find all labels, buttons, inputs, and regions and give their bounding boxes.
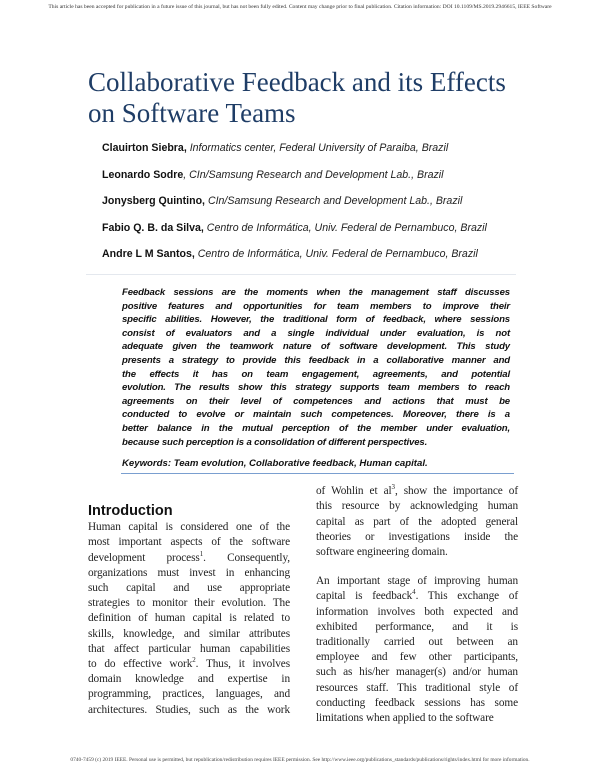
- text-line: [88, 566, 290, 581]
- text-line: [88, 703, 290, 718]
- text-segment: organizations must invest in enhancing: [88, 566, 290, 579]
- citation-superscript: 3: [391, 483, 395, 492]
- text-line: consist of evaluators and a single individual under evaluation, is not: [122, 327, 510, 339]
- title-line: Collaborative Feedback and its Effects: [88, 67, 506, 97]
- text-segment: software engineering domain.: [316, 545, 448, 558]
- text-line: positive features and opportunities for team members to improve their: [122, 300, 510, 312]
- text-segment: such as his/her manager(s) and/or human: [316, 666, 518, 679]
- author-affiliation: CIn/Samsung Research and Development Lab., Brazil: [205, 195, 463, 208]
- keywords-divider: [121, 473, 514, 474]
- paragraph: [316, 484, 518, 560]
- text-line: [316, 711, 518, 726]
- author-entry: [102, 247, 518, 261]
- text-line: [316, 589, 518, 604]
- text-line: [316, 499, 518, 514]
- text-segment: development process: [88, 551, 200, 564]
- author-entry: [102, 141, 518, 155]
- text-line: [88, 596, 290, 611]
- body-column-right: [316, 484, 518, 726]
- abstract: [122, 286, 510, 449]
- text-segment: conducting feedback sessions has some: [316, 696, 518, 709]
- text-line: [88, 672, 290, 687]
- text-segment: An important stage of improving human: [316, 575, 518, 588]
- text-line: [316, 605, 518, 620]
- section-heading-introduction: Introduction: [88, 503, 173, 520]
- text-segment: this resource by acknowledging human: [316, 500, 518, 513]
- text-line: presents a strategy to provide this feedback in a collaborative manner and: [122, 354, 510, 366]
- text-segment: capital is feedback: [316, 590, 413, 603]
- text-line: [88, 520, 290, 535]
- citation-superscript: 2: [192, 656, 196, 665]
- text-line: Feedback sessions are the moments when the management staff discusses: [122, 286, 510, 298]
- body-columns: [88, 484, 518, 726]
- text-line: [316, 530, 518, 545]
- text-segment: definition of human capital is related to: [88, 612, 290, 625]
- text-segment: capital as part of the adopted general: [316, 515, 518, 528]
- author-name: Leonardo Sodre: [102, 168, 184, 181]
- text-line: [88, 535, 290, 550]
- citation-superscript: 4: [412, 588, 416, 597]
- text-segment: . Consequently,: [203, 551, 290, 564]
- text-line: [316, 515, 518, 530]
- text-segment: domain knowledge and expertise in: [88, 673, 290, 686]
- text-line: [316, 574, 518, 589]
- text-segment: such capital and use appropriate: [88, 581, 290, 594]
- text-line: [88, 687, 290, 702]
- text-segment: most important aspects of the software: [88, 536, 290, 549]
- text-segment: of Wohlin et al: [316, 485, 392, 498]
- author-list: [102, 141, 518, 261]
- author-affiliation: Centro de Informática, Univ. Federal de Pernambuco, Brazil: [194, 248, 478, 261]
- author-name: Jonysberg Quintino,: [102, 195, 205, 208]
- text-line: [316, 696, 518, 711]
- text-segment: , show the importance of: [394, 485, 518, 498]
- body-column-left: [88, 484, 290, 726]
- author-affiliation: , CIn/Samsung Research and Development Lab., Brazil: [183, 168, 444, 181]
- text-segment: traditionally carried out between an: [316, 635, 518, 648]
- text-segment: strategies to monitor their evolution. The: [88, 597, 290, 610]
- author-affiliation: Centro de Informática, Univ. Federal de Pernambuco, Brazil: [203, 221, 487, 234]
- text-line: better balance in the mutual perception of the member under evaluation,: [122, 422, 510, 434]
- text-segment: employee and few other participants,: [316, 651, 518, 664]
- text-line: [316, 681, 518, 696]
- text-line: [88, 627, 290, 642]
- text-line: [88, 551, 290, 566]
- text-segment: resources staff. This traditional style of: [316, 681, 518, 694]
- citation-superscript: 1: [199, 549, 204, 558]
- text-line: [88, 657, 290, 672]
- author-name: Fabio Q. B. da Silva,: [102, 221, 204, 234]
- text-segment: . Thus, it involves: [195, 657, 290, 670]
- text-segment: architectures. Studies, such as the work: [88, 703, 290, 716]
- author-affiliation: Informatics center, Federal University of Paraiba, Brazil: [186, 142, 449, 154]
- text-line: [316, 484, 518, 499]
- text-line: adequate given the teamwork nature of software development. This study: [122, 341, 510, 353]
- text-segment: skills, knowledge, and similar attributes: [88, 627, 290, 640]
- paragraph: [88, 520, 290, 718]
- text-line: [316, 650, 518, 665]
- text-line: [316, 545, 518, 560]
- text-line: the effects it has on team engagement, agreements, and potential: [122, 368, 510, 380]
- text-segment: . This exchange of: [415, 590, 518, 603]
- text-segment: that affect particular human capabilities: [88, 642, 290, 655]
- text-line: [316, 635, 518, 650]
- author-entry: [102, 194, 518, 208]
- text-line: [316, 665, 518, 680]
- author-name: Andre L M Santos,: [102, 248, 195, 261]
- author-entry: [102, 221, 518, 235]
- paragraph: [316, 574, 518, 726]
- text-line: [88, 611, 290, 626]
- text-line: [316, 620, 518, 635]
- text-line: specific abilities. However, the traditional form of feedback, where sessions: [122, 314, 510, 326]
- text-line: agreements on their level of competences and actions that must be: [122, 395, 510, 407]
- page-body: [0, 11, 600, 726]
- text-segment: programming, practices, languages, and: [88, 688, 290, 701]
- text-segment: information involves both expected and: [316, 605, 518, 618]
- divider: [86, 274, 516, 275]
- text-line: evolution. The results show this strategy supports team members to reach: [122, 382, 510, 394]
- footer-notice: 0740-7459 (c) 2019 IEEE. Personal use is permitted, but republication/redistribution requires IEEE permission. See http://www.ieee.org/publications_standards/publications/rights/index.html for more information.: [70, 757, 530, 763]
- text-segment: Human capital is considered one of the: [88, 521, 290, 534]
- text-segment: theories or investigations inside the: [316, 530, 518, 543]
- text-line: [88, 581, 290, 596]
- text-segment: limitations when applied to the software: [316, 711, 494, 724]
- author-name: Clauirton Siebra,: [102, 142, 187, 154]
- author-entry: [102, 168, 518, 182]
- text-line: conducted to evolve or maintain such competences. Moreover, there is a: [122, 409, 510, 421]
- text-segment: exhibited performance, and it is: [316, 620, 518, 633]
- header-notice: This article has been accepted for publication in a future issue of this journal, but has not been fully edited. Content may change prior to final publication. Citation information: DOI 10.1109/MS.2019.2946615, IEEE Software: [48, 4, 552, 10]
- text-line: [88, 642, 290, 657]
- paper-title: [88, 67, 518, 129]
- title-line: on Software Teams: [88, 98, 296, 128]
- keywords: Keywords: Team evolution, Collaborative feedback, Human capital.: [122, 458, 428, 470]
- text-line: because such perception is a consolidation of different perspectives.: [122, 436, 428, 448]
- text-segment: to do effective work: [88, 657, 193, 670]
